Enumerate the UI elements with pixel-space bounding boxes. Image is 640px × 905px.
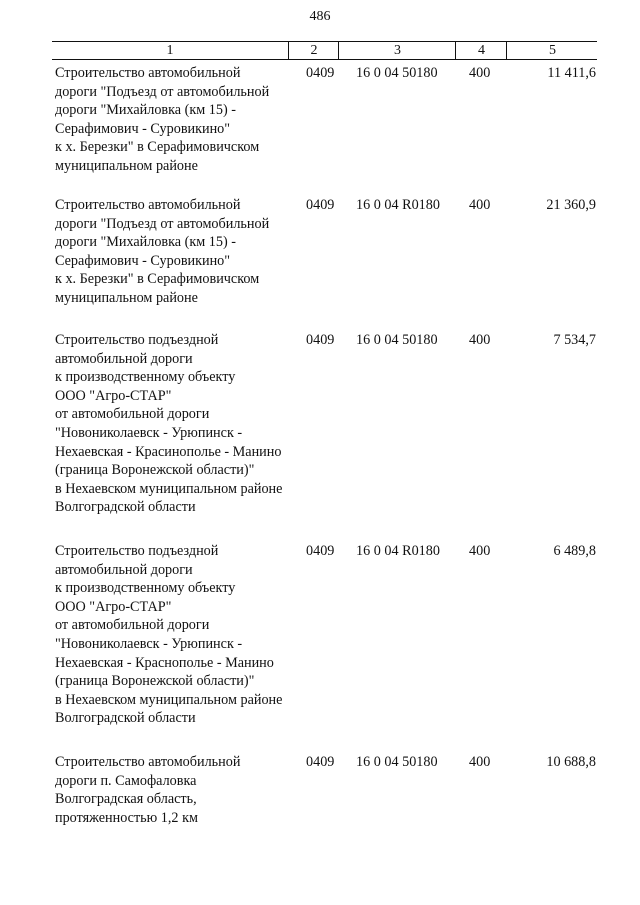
row-type-code: 400 xyxy=(469,332,491,348)
row-description: Строительство автомобильной дороги "Подъезд от автомобильной дороги "Михайловка (км 15) - Серафимович - Суровикино" к х. Березки" в Серафимовичском муниципальном районе xyxy=(55,197,270,306)
row-amount: 7 534,7 xyxy=(553,332,596,348)
row-section-code: 0409 xyxy=(306,754,335,770)
row-description: Строительство автомобильной дороги п. Самофаловка Волгоградская область, протяженностью 1,2 км xyxy=(55,754,241,826)
row-type-code: 400 xyxy=(469,754,491,770)
column-header-5: 5 xyxy=(506,42,598,59)
row-target-code: 16 0 04 R0180 xyxy=(356,197,440,213)
row-description: Строительство автомобильной дороги "Подъезд от автомобильной дороги "Михайловка (км 15) - Серафимович - Суровикино" к х. Березки" в Серафимовичском муниципальном районе xyxy=(55,65,270,174)
table-header-row xyxy=(52,42,597,60)
row-type-code: 400 xyxy=(469,197,491,213)
row-target-code: 16 0 04 R0180 xyxy=(356,543,440,559)
column-header-1: 1 xyxy=(166,43,174,58)
column-header-2: 2 xyxy=(288,42,339,59)
row-amount: 21 360,9 xyxy=(546,197,596,213)
row-section-code: 0409 xyxy=(306,197,335,213)
row-section-code: 0409 xyxy=(306,332,335,348)
row-type-code: 400 xyxy=(469,543,491,559)
row-amount: 11 411,6 xyxy=(547,65,596,81)
row-target-code: 16 0 04 50180 xyxy=(356,754,438,770)
row-section-code: 0409 xyxy=(306,65,335,81)
row-description: Строительство подъездной автомобильной дороги к производственному объекту ООО "Агро-СТАР" от автомобильной дороги "Новониколаевск - Урюпинск - Нехаевская - Красинополье - Манино (граница Воронежской области)" в Нехаевском муниципальном районе Волгоградской области xyxy=(55,332,283,516)
row-target-code: 16 0 04 50180 xyxy=(356,65,438,81)
row-section-code: 0409 xyxy=(306,543,335,559)
row-amount: 6 489,8 xyxy=(553,543,596,559)
row-target-code: 16 0 04 50180 xyxy=(356,332,438,348)
column-header-4: 4 xyxy=(455,42,507,59)
row-type-code: 400 xyxy=(469,65,491,81)
page-number: 486 xyxy=(309,9,331,24)
column-header-3: 3 xyxy=(338,42,456,59)
row-amount: 10 688,8 xyxy=(546,754,596,770)
row-description: Строительство подъездной автомобильной дороги к производственному объекту ООО "Агро-СТАР" от автомобильной дороги "Новониколаевск - Урюпинск - Нехаевская - Краснополье - Манино (граница Воронежской области)" в Нехаевском муниципальном районе Волгоградской области xyxy=(55,543,283,727)
